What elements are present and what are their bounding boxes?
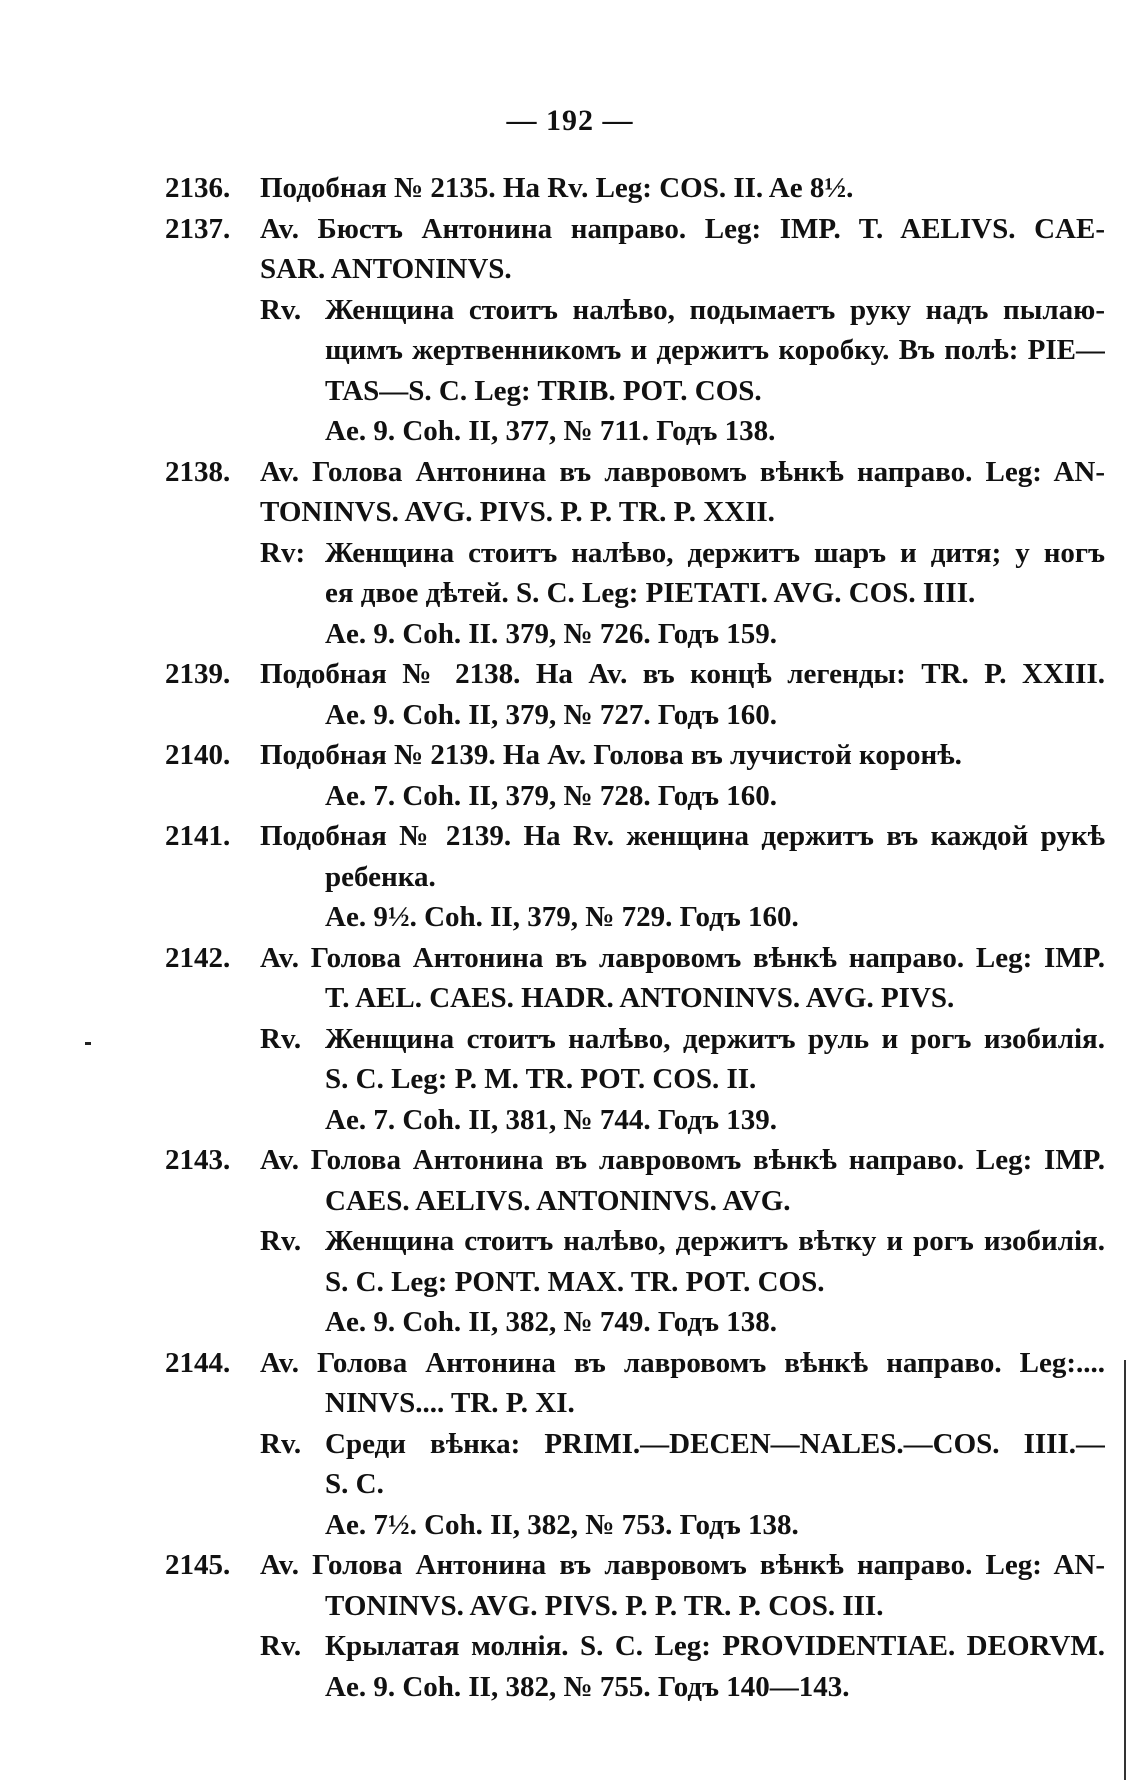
- reference-line: Ae. 9½. Coh. II, 379, № 729. Годъ 160.: [325, 901, 799, 933]
- catalog-entry: [165, 1140, 1105, 1343]
- entry-number: 2138.: [165, 455, 231, 488]
- obverse-line: Av. Голова Антонина въ лавровомъ вѣнкѣ направо. Leg: IMP.: [260, 1144, 1105, 1176]
- reverse-label: Rv.: [260, 1630, 302, 1662]
- reference-line: Ae. 9. Coh. II, 382, № 749. Годъ 138.: [325, 1306, 777, 1338]
- reverse-line: Женщина стоитъ налѣво, держитъ вѣтку и рогъ изобилія.: [325, 1225, 1105, 1257]
- reverse-text: [325, 290, 1105, 452]
- obverse-line: NINVS.... TR. P. XI.: [325, 1387, 575, 1419]
- entry-number: 2145.: [165, 1549, 231, 1581]
- entry-number: 2142.: [165, 941, 231, 974]
- catalog-entry: [165, 1343, 1105, 1546]
- entry-number: 2137.: [165, 212, 231, 245]
- reference-line: Ae. 7½. Coh. II, 382, № 753. Годъ 138.: [325, 1508, 799, 1541]
- entry-number: 2141.: [165, 820, 231, 852]
- entry-body: [260, 168, 1105, 209]
- reference-line: Ae. 7. Coh. II, 379, № 728. Годъ 160.: [325, 779, 777, 812]
- reverse-text: [325, 1221, 1105, 1343]
- page-edge-line: [1124, 1360, 1126, 1780]
- reverse-block: [260, 533, 1105, 655]
- catalog-entry: [165, 816, 1105, 938]
- reverse-text: [325, 1019, 1105, 1141]
- reverse-text: [325, 1424, 1105, 1546]
- entry-number: 2136.: [165, 172, 231, 204]
- reverse-line: Женщина стоитъ налѣво, подымаетъ руку надъ пылаю-: [325, 293, 1105, 326]
- reverse-line: TAS—S. C. Leg: TRIB. POT. COS.: [325, 374, 762, 407]
- obverse-line: Av. Голова Антонина въ лавровомъ вѣнкѣ направо. Leg: AN-: [260, 455, 1105, 488]
- entry-body: [260, 654, 1105, 735]
- obverse-line: Av. Голова Антонина въ лавровомъ вѣнкѣ направо. Leg: IMP.: [260, 941, 1105, 974]
- reverse-line: Женщина стоитъ налѣво, держитъ шаръ и дитя; у ногъ: [325, 536, 1105, 569]
- reverse-block: [260, 1019, 1105, 1141]
- reverse-line: щимъ жертвенникомъ и держитъ коробку. Въ полѣ: PIE—: [325, 334, 1105, 366]
- reference-line: Ae. 9. Coh. II, 377, № 711. Годъ 138.: [325, 415, 776, 447]
- page-number: — 192 —: [506, 104, 634, 137]
- entry-number: 2139.: [165, 658, 231, 690]
- entry-number: 2143.: [165, 1144, 231, 1176]
- reverse-line: ея двое дѣтей. S. C. Leg: PIETATI. AVG. COS. IIII.: [325, 577, 976, 609]
- catalog-entries: [165, 168, 1105, 1707]
- entry-body: [260, 209, 1105, 452]
- catalog-entry: [165, 938, 1105, 1141]
- reference-line: Ae. 9. Coh. II, 379, № 727. Годъ 160.: [325, 698, 777, 731]
- reverse-label: Rv.: [260, 293, 302, 326]
- catalog-entry: [165, 735, 1105, 816]
- entry-number: 2144.: [165, 1346, 231, 1379]
- entry-body: [260, 938, 1105, 1141]
- entry-line: ребенка.: [325, 860, 436, 893]
- reverse-line: Крылатая молнія. S. C. Leg: PROVIDENTIAE. DEORVM.: [325, 1630, 1105, 1662]
- catalog-entry: [165, 168, 1105, 209]
- reverse-line: S. C.: [325, 1468, 384, 1500]
- reverse-label: Rv.: [260, 1427, 302, 1460]
- entry-body: [260, 816, 1105, 938]
- reverse-block: [260, 1424, 1105, 1546]
- entry-line: Подобная № 2139. На Rv. женщина держитъ въ каждой рукѣ: [260, 820, 1105, 852]
- reverse-text: [325, 1626, 1105, 1707]
- reverse-line: Среди вѣнка: PRIMI.—DECEN—NALES.—COS. IIII.—: [325, 1427, 1105, 1460]
- obverse-line: Av. Голова Антонина въ лавровомъ вѣнкѣ направо. Leg: AN-: [260, 1549, 1105, 1581]
- obverse-line: Av. Голова Антонина въ лавровомъ вѣнкѣ направо. Leg:....: [260, 1346, 1105, 1379]
- entry-body: [260, 1140, 1105, 1343]
- reverse-block: [260, 1221, 1105, 1343]
- obverse-line: SAR. ANTONINVS.: [260, 253, 512, 285]
- obverse-line: CAES. AELIVS. ANTONINVS. AVG.: [325, 1184, 791, 1217]
- entry-number: 2140.: [165, 739, 231, 771]
- obverse-line: Av. Бюстъ Антонина направо. Leg: IMP. T. AELIVS. CAE-: [260, 212, 1105, 245]
- scan-speck: [85, 1042, 91, 1045]
- reverse-label: Rv.: [260, 1022, 302, 1055]
- reverse-text: [325, 533, 1105, 655]
- catalog-entry: [165, 209, 1105, 452]
- entry-body: [260, 1343, 1105, 1546]
- entry-line: Подобная № 2135. На Rv. Leg: COS. II. Ae 8½.: [260, 172, 854, 204]
- obverse-line: TONINVS. AVG. PIVS. P. P. TR. P. COS. III.: [325, 1589, 884, 1622]
- obverse-line: TONINVS. AVG. PIVS. P. P. TR. P. XXII.: [260, 496, 775, 528]
- entry-line: Подобная № 2138. На Av. въ концѣ легенды: TR. P. XXIII.: [260, 658, 1105, 690]
- entry-body: [260, 452, 1105, 655]
- obverse-line: T. AEL. CAES. HADR. ANTONINVS. AVG. PIVS.: [325, 982, 955, 1014]
- reverse-line: S. C. Leg: P. M. TR. POT. COS. II.: [325, 1063, 757, 1095]
- reverse-block: [260, 290, 1105, 452]
- reference-line: Ae. 7. Coh. II, 381, № 744. Годъ 139.: [325, 1103, 777, 1136]
- reference-line: Ae. 9. Coh. II. 379, № 726. Годъ 159.: [325, 617, 777, 650]
- entry-body: [260, 735, 1105, 816]
- catalog-entry: [165, 654, 1105, 735]
- entry-body: [260, 1545, 1105, 1707]
- reverse-line: Женщина стоитъ налѣво, держитъ руль и рогъ изобилія.: [325, 1022, 1105, 1055]
- entry-line: Подобная № 2139. На Av. Голова въ лучистой коронѣ.: [260, 739, 962, 771]
- catalog-entry: [165, 452, 1105, 655]
- reverse-block: [260, 1626, 1105, 1707]
- catalog-entry: [165, 1545, 1105, 1707]
- reference-line: Ae. 9. Coh. II, 382, № 755. Годъ 140—143.: [325, 1670, 850, 1703]
- reverse-line: S. C. Leg: PONT. MAX. TR. POT. COS.: [325, 1265, 825, 1298]
- reverse-label: Rv.: [260, 1225, 302, 1257]
- reverse-label: Rv:: [260, 536, 306, 569]
